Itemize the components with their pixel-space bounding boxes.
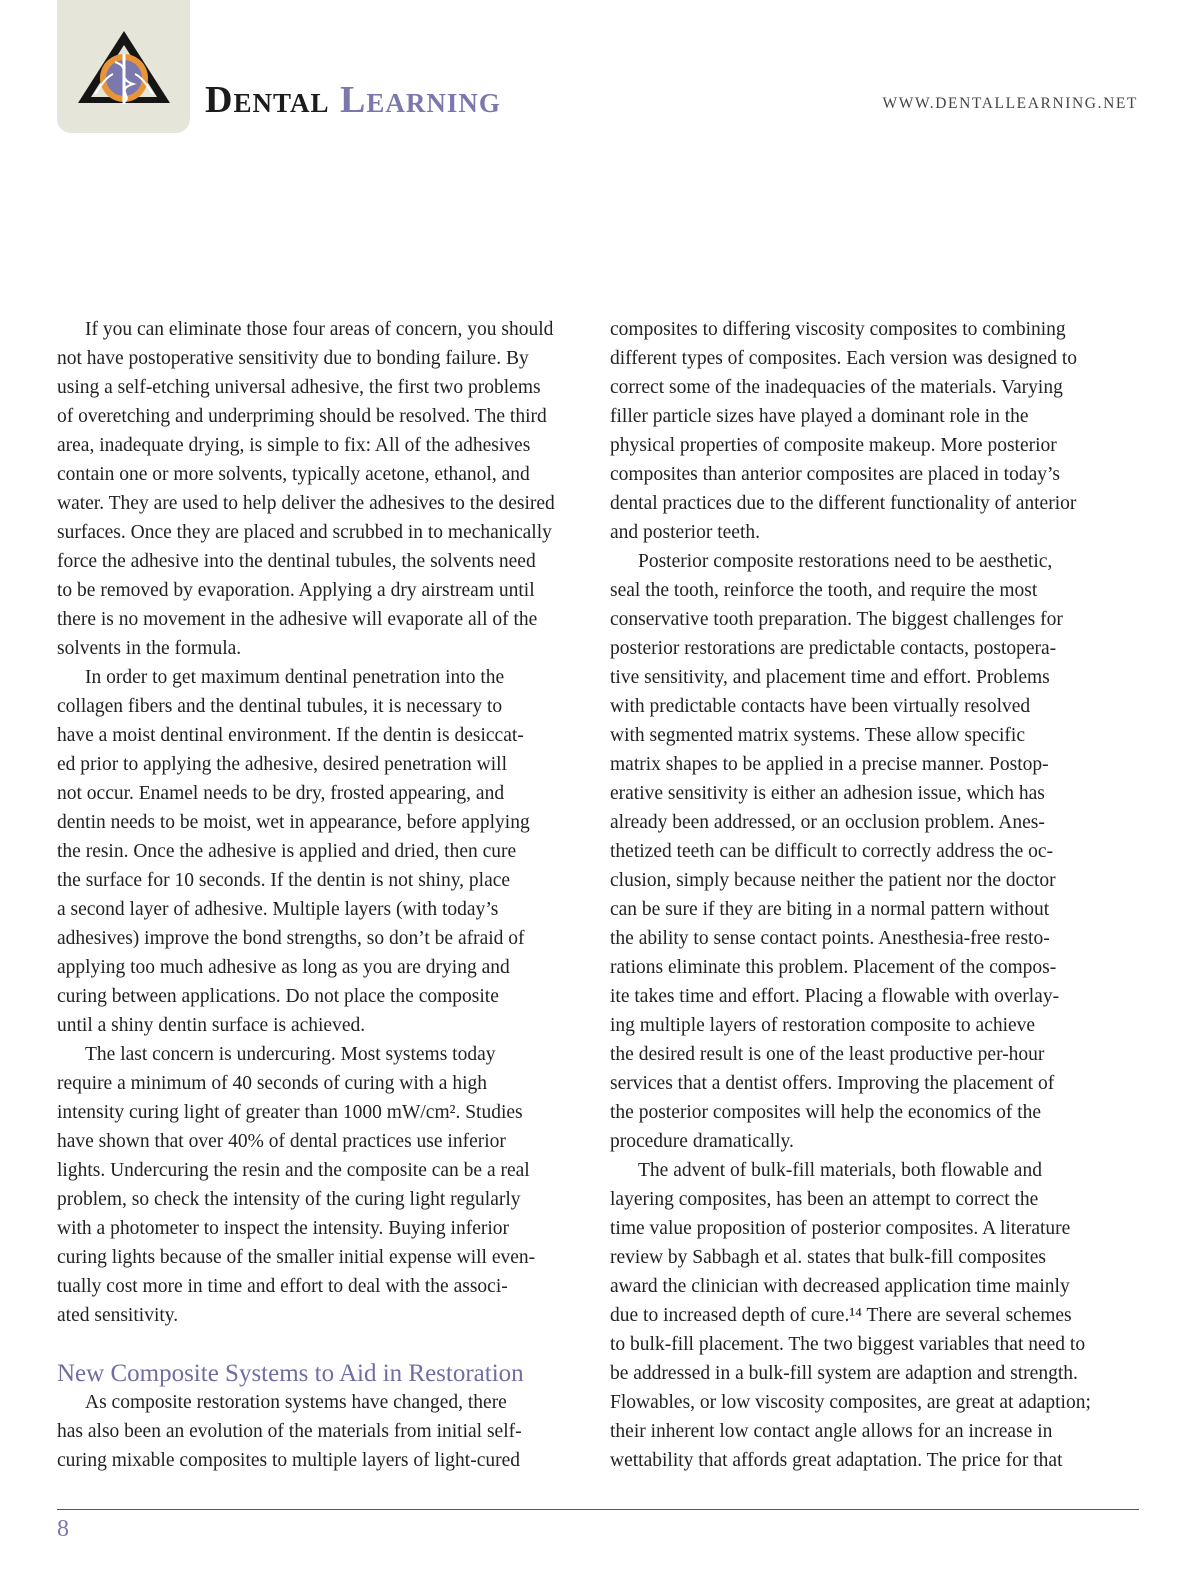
text-line: filler particle sizes have played a dominant role in the: [610, 406, 1029, 427]
text-line: wettability that affords great adaptation. The price for that: [610, 1450, 1063, 1471]
text-line: the posterior composites will help the economics of the: [610, 1102, 1042, 1123]
text-line: Posterior composite restorations need to be aesthetic,: [638, 551, 1053, 572]
text-line: procedure dramatically.: [610, 1131, 794, 1152]
text-line: If you can eliminate those four areas of concern, you should: [85, 319, 554, 340]
text-line: be addressed in a bulk-fill system are adaption and strength.: [610, 1363, 1078, 1384]
text-line: clusion, simply because neither the patient nor the doctor: [610, 870, 1056, 891]
left-column: [57, 315, 591, 1475]
text-line: thetized teeth can be difficult to correctly address the oc-: [610, 841, 1054, 862]
text-line: Flowables, or low viscosity composites, are great at adaption;: [610, 1392, 1091, 1413]
text-line: The last concern is undercuring. Most systems today: [85, 1044, 496, 1065]
logo: [57, 0, 190, 133]
text-line: composites to differing viscosity composites to combining: [610, 319, 1066, 340]
text-line: different types of composites. Each version was designed to: [610, 348, 1077, 369]
site-url[interactable]: WWW.DENTALLEARNING.NET: [882, 95, 1138, 112]
text-line: and posterior teeth.: [610, 522, 760, 543]
text-line: to be removed by evaporation. Applying a dry airstream until: [57, 580, 535, 601]
text-line: ite takes time and effort. Placing a flowable with overlay-: [610, 986, 1060, 1007]
text-line: physical properties of composite makeup. More posterior: [610, 435, 1057, 456]
text-line: the resin. Once the adhesive is applied and dried, then cure: [57, 841, 517, 862]
text-line: solvents in the formula.: [57, 638, 242, 659]
brand-word-learning: Learning: [339, 79, 501, 121]
text-line: not have postoperative sensitivity due to bonding failure. By: [57, 348, 529, 369]
text-line: posterior restorations are predictable contacts, postopera-: [610, 638, 1057, 659]
text-line: can be sure if they are biting in a normal pattern without: [610, 899, 1050, 920]
text-line: using a self-etching universal adhesive, the first two problems: [57, 377, 541, 398]
brand-title: [205, 78, 501, 122]
text-line: applying too much adhesive as long as you are drying and: [57, 957, 510, 978]
text-line: until a shiny dentin surface is achieved.: [57, 1015, 366, 1036]
text-line: seal the tooth, reinforce the tooth, and require the most: [610, 580, 1038, 601]
text-line: ated sensitivity.: [57, 1305, 179, 1326]
text-line: award the clinician with decreased application time mainly: [610, 1276, 1070, 1297]
text-line: to bulk-fill placement. The two biggest variables that need to: [610, 1334, 1086, 1355]
text-line: curing mixable composites to multiple layers of light-cured: [57, 1450, 521, 1471]
text-line: contain one or more solvents, typically acetone, ethanol, and: [57, 464, 530, 485]
text-line: the desired result is one of the least productive per-hour: [610, 1044, 1045, 1065]
text-line: The advent of bulk-fill materials, both flowable and: [638, 1160, 1042, 1181]
text-line: layering composites, has been an attempt to correct the: [610, 1189, 1039, 1210]
text-line: intensity curing light of greater than 1000 mW/cm². Studies: [57, 1102, 523, 1123]
text-line: with a photometer to inspect the intensity. Buying inferior: [57, 1218, 510, 1239]
paragraph-spacer: [57, 1330, 591, 1359]
text-line: with segmented matrix systems. These allow specific: [610, 725, 1026, 746]
text-line: curing lights because of the smaller initial expense will even-: [57, 1247, 536, 1268]
text-line: curing between applications. Do not place the composite: [57, 986, 499, 1007]
text-line: due to increased depth of cure.¹⁴ There are several schemes: [610, 1305, 1072, 1326]
text-line: collagen fibers and the dentinal tubules, it is necessary to: [57, 696, 503, 717]
text-line: rations eliminate this problem. Placement of the compos-: [610, 957, 1057, 978]
text-line: time value proposition of posterior composites. A literature: [610, 1218, 1071, 1239]
text-line: lights. Undercuring the resin and the composite can be a real: [57, 1160, 530, 1181]
text-line: tually cost more in time and effort to deal with the associ-: [57, 1276, 508, 1297]
text-line: services that a dentist offers. Improving the placement of: [610, 1073, 1055, 1094]
text-line: In order to get maximum dentinal penetration into the: [85, 667, 505, 688]
text-line: erative sensitivity is either an adhesion issue, which has: [610, 783, 1045, 804]
text-line: the ability to sense contact points. Anesthesia-free resto-: [610, 928, 1050, 949]
text-line: their inherent low contact angle allows for an increase in: [610, 1421, 1053, 1442]
right-column: [610, 315, 1144, 1475]
text-line: dentin needs to be moist, wet in appearance, before applying: [57, 812, 530, 833]
text-line: conservative tooth preparation. The biggest challenges for: [610, 609, 1063, 630]
text-line: already been addressed, or an occlusion problem. Anes-: [610, 812, 1045, 833]
text-line: force the adhesive into the dentinal tubules, the solvents need: [57, 551, 536, 572]
text-line: has also been an evolution of the materials from initial self-: [57, 1421, 522, 1442]
text-line: review by Sabbagh et al. states that bulk-fill composites: [610, 1247, 1046, 1268]
text-line: area, inadequate drying, is simple to fix: All of the adhesives: [57, 435, 531, 456]
text-line: of overetching and underpriming should be resolved. The third: [57, 406, 547, 427]
text-line: not occur. Enamel needs to be dry, frosted appearing, and: [57, 783, 505, 804]
text-line: adhesives) improve the bond strengths, so don’t be afraid of: [57, 928, 525, 949]
brand-word-dental: Dental: [205, 79, 330, 121]
text-line: correct some of the inadequacies of the materials. Varying: [610, 377, 1063, 398]
text-line: require a minimum of 40 seconds of curing with a high: [57, 1073, 487, 1094]
caduceus-triangle-icon: [75, 28, 173, 106]
text-line: tive sensitivity, and placement time and effort. Problems: [610, 667, 1050, 688]
text-line: As composite restoration systems have changed, there: [85, 1392, 507, 1413]
footer-divider: [57, 1509, 1139, 1510]
text-line: with predictable contacts have been virtually resolved: [610, 696, 1031, 717]
text-line: composites than anterior composites are placed in today’s: [610, 464, 1060, 485]
text-line: ing multiple layers of restoration composite to achieve: [610, 1015, 1036, 1036]
text-line: problem, so check the intensity of the curing light regularly: [57, 1189, 521, 1210]
text-line: have a moist dentinal environment. If the dentin is desiccat-: [57, 725, 524, 746]
text-line: have shown that over 40% of dental practices use inferior: [57, 1131, 506, 1152]
text-line: a second layer of adhesive. Multiple layers (with today’s: [57, 899, 499, 920]
page-number: 8: [57, 1516, 69, 1542]
text-line: matrix shapes to be applied in a precise manner. Postop-: [610, 754, 1049, 775]
text-line: the surface for 10 seconds. If the dentin is not shiny, place: [57, 870, 511, 891]
text-line: dental practices due to the different functionality of anterior: [610, 493, 1077, 514]
text-line: water. They are used to help deliver the adhesives to the desired: [57, 493, 555, 514]
text-line: there is no movement in the adhesive will evaporate all of the: [57, 609, 538, 630]
text-line: surfaces. Once they are placed and scrubbed in to mechanically: [57, 522, 552, 543]
section-heading: New Composite Systems to Aid in Restoration: [57, 1360, 524, 1387]
text-line: ed prior to applying the adhesive, desired penetration will: [57, 754, 507, 775]
